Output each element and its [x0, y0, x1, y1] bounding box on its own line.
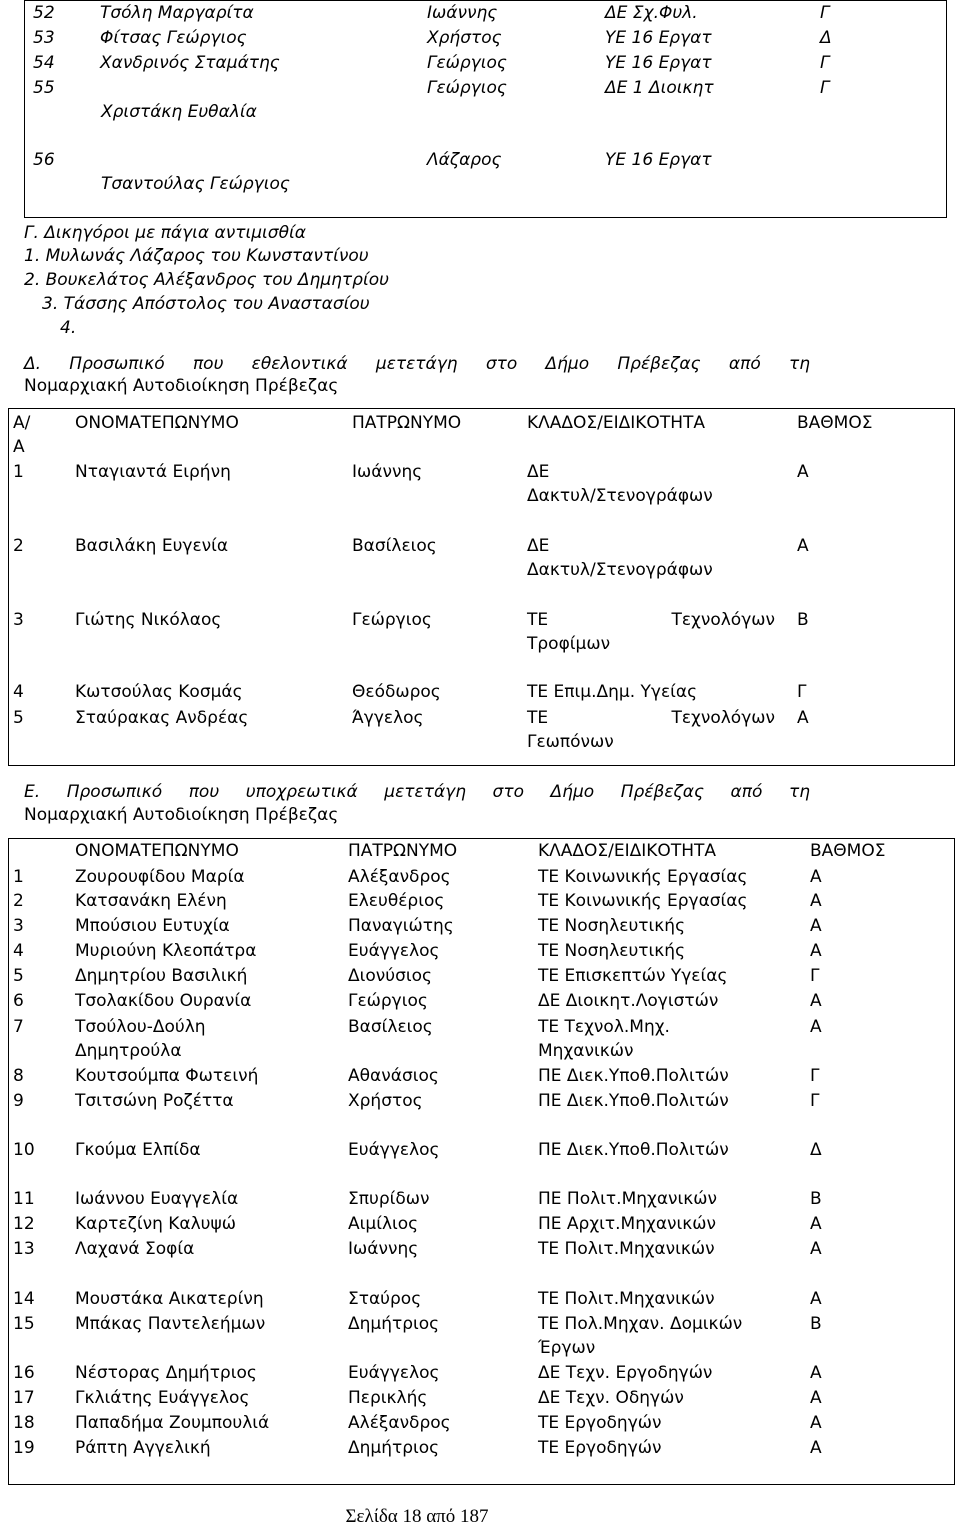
specialty: ΔΕ: [527, 536, 550, 556]
list-item: 4.: [60, 318, 77, 338]
specialty: ΠΕ Διεκ.Υποθ.Πολιτών: [538, 1091, 729, 1111]
row-number: 4: [13, 682, 24, 702]
table-row: [0, 76, 960, 124]
full-name: Τσαντούλας Γεώργιος: [101, 174, 290, 194]
full-name: Νέστορας Δημήτριος: [75, 1363, 257, 1383]
table-row: [0, 460, 960, 508]
father-name: Ευάγγελος: [348, 941, 440, 961]
specialty: ΔΕ: [527, 462, 550, 482]
section-e-heading: Ε. Προσωπικό που υποχρεωτικά μετετάγη στο Δήμο Πρέβεζας από τη: [24, 782, 810, 802]
father-name: Λάζαρος: [427, 150, 502, 170]
grade: Δ: [820, 28, 832, 48]
specialty: ΤΕ Νοσηλευτικής: [538, 941, 686, 961]
grade: Γ: [810, 1091, 820, 1111]
specialty: ΤΕ Πολ.Μηχαν. Δομικών: [538, 1314, 743, 1334]
table-row: [0, 1411, 960, 1435]
specialty: ΤΕ Τεχνολ.Μηχ.: [538, 1017, 670, 1037]
grade: Α: [810, 991, 822, 1011]
full-name-cont: Δημητρούλα: [75, 1041, 182, 1061]
grade: Α: [797, 708, 809, 728]
column-header-grade: ΒΑΘΜΟΣ: [810, 841, 886, 861]
full-name: Βασιλάκη Ευγενία: [75, 536, 229, 556]
row-number: 10: [13, 1140, 35, 1160]
specialty: ΤΕ Επισκεπτών Υγείας: [538, 966, 728, 986]
grade: Α: [810, 1214, 822, 1234]
full-name: Ιωάννου Ευαγγελία: [75, 1189, 239, 1209]
specialty: ΥΕ 16 Εργατ: [605, 150, 712, 170]
row-number: 56: [33, 150, 55, 170]
specialty: ΤΕ Τεχνολόγων: [527, 610, 775, 630]
row-number: 18: [13, 1413, 35, 1433]
table-row: [0, 680, 960, 704]
father-name: Σπυρίδων: [348, 1189, 430, 1209]
row-number: 52: [33, 3, 55, 23]
specialty: ΠΕ Διεκ.Υποθ.Πολιτών: [538, 1140, 729, 1160]
table-row: [0, 26, 960, 50]
specialty: ΠΕ Διεκ.Υποθ.Πολιτών: [538, 1066, 729, 1086]
table-row: [0, 1015, 960, 1063]
grade: Γ: [820, 78, 830, 98]
full-name: Ράπτη Αγγελική: [75, 1438, 211, 1458]
specialty: ΔΕ Διοικητ.Λογιστών: [538, 991, 719, 1011]
section-e-heading-cont: Νομαρχιακή Αυτοδιοίκηση Πρέβεζας: [24, 805, 339, 825]
row-number: 19: [13, 1438, 35, 1458]
full-name: Μπάκας Παντελεήμων: [75, 1314, 266, 1334]
grade: Γ: [820, 3, 830, 23]
grade: Α: [797, 462, 809, 482]
father-name: Ιωάννης: [427, 3, 498, 23]
specialty-cont: Δακτυλ/Στενογράφων: [527, 486, 713, 506]
table-row: [0, 1312, 960, 1360]
full-name: Φίτσας Γεώργιος: [100, 28, 247, 48]
grade: Γ: [810, 966, 820, 986]
full-name: Μουστάκα Αικατερίνη: [75, 1289, 264, 1309]
father-name: Αθανάσιος: [348, 1066, 439, 1086]
grade: Α: [810, 916, 822, 936]
specialty-cont: Δακτυλ/Στενογράφων: [527, 560, 713, 580]
list-item: 2. Βουκελάτος Αλέξανδρος του Δημητρίου: [24, 270, 389, 290]
row-number: 16: [13, 1363, 35, 1383]
column-header-aa: Α/: [13, 413, 31, 433]
column-header-name: ΟΝΟΜΑΤΕΠΩΝΥΜΟ: [75, 841, 239, 861]
section-d-heading-cont: Νομαρχιακή Αυτοδιοίκηση Πρέβεζας: [24, 376, 339, 396]
full-name: Δημητρίου Βασιλική: [75, 966, 248, 986]
specialty: ΤΕ Κοινωνικής Εργασίας: [538, 867, 748, 887]
table-row: [0, 608, 960, 656]
specialty: ΔΕ Σχ.Φυλ.: [605, 3, 698, 23]
row-number: 4: [13, 941, 24, 961]
father-name: Αιμίλιος: [348, 1214, 419, 1234]
specialty: ΤΕ Τεχνολόγων: [527, 708, 775, 728]
grade: Α: [810, 1413, 822, 1433]
grade: Δ: [810, 1140, 822, 1160]
specialty: ΤΕ Νοσηλευτικής: [538, 916, 686, 936]
row-number: 55: [33, 78, 55, 98]
row-number: 13: [13, 1239, 35, 1259]
full-name: Τσιτσώνη Ροζέττα: [75, 1091, 234, 1111]
section-g-title: Γ. Δικηγόροι με πάγια αντιμισθία: [24, 223, 306, 243]
column-header-father: ΠΑΤΡΩΝΥΜΟ: [352, 413, 462, 433]
grade: Α: [810, 1363, 822, 1383]
father-name: Άγγελος: [352, 708, 424, 728]
column-header-grade: ΒΑΘΜΟΣ: [797, 413, 873, 433]
table-row: [0, 706, 960, 754]
full-name: Ζουρουφίδου Μαρία: [75, 867, 245, 887]
specialty: ΠΕ Αρχιτ.Μηχανικών: [538, 1214, 717, 1234]
father-name: Αλέξανδρος: [348, 1413, 451, 1433]
full-name: Κατσανάκη Ελένη: [75, 891, 227, 911]
row-number: 8: [13, 1066, 24, 1086]
grade: Β: [797, 610, 809, 630]
row-number: 11: [13, 1189, 35, 1209]
father-name: Θεόδωρος: [352, 682, 441, 702]
father-name: Ιωάννης: [352, 462, 423, 482]
grade: Α: [810, 1388, 822, 1408]
table-header-row: [0, 411, 960, 459]
grade: Γ: [797, 682, 807, 702]
father-name: Χρήστος: [348, 1091, 423, 1111]
full-name: Τσόλη Μαργαρίτα: [100, 3, 254, 23]
specialty-cont: Έργων: [538, 1338, 596, 1358]
column-header-name: ΟΝΟΜΑΤΕΠΩΝΥΜΟ: [75, 413, 239, 433]
father-name: Χρήστος: [427, 28, 502, 48]
table-row: [0, 1, 960, 25]
table-row: [0, 51, 960, 75]
specialty: ΔΕ Τεχν. Οδηγών: [538, 1388, 684, 1408]
row-number: 2: [13, 536, 24, 556]
full-name: Χριστάκη Ευθαλία: [101, 102, 257, 122]
table-row: [0, 964, 960, 988]
row-number: 12: [13, 1214, 35, 1234]
row-number: 14: [13, 1289, 35, 1309]
table-row: [0, 148, 960, 196]
specialty: ΤΕ Πολιτ.Μηχανικών: [538, 1239, 715, 1259]
column-header-specialty: ΚΛΑΔΟΣ/ΕΙΔΙΚΟΤΗΤΑ: [527, 413, 705, 433]
grade: Α: [797, 536, 809, 556]
grade: Β: [810, 1314, 822, 1334]
table-row: [0, 1361, 960, 1385]
father-name: Ιωάννης: [348, 1239, 419, 1259]
row-number: 3: [13, 610, 24, 630]
table-row: [0, 1212, 960, 1236]
grade: Γ: [810, 1066, 820, 1086]
grade: Α: [810, 1239, 822, 1259]
father-name: Ευάγγελος: [348, 1363, 440, 1383]
full-name: Γκλιάτης Ευάγγελος: [75, 1388, 250, 1408]
table-row: [0, 1138, 960, 1162]
specialty: ΤΕ Κοινωνικής Εργασίας: [538, 891, 748, 911]
father-name: Γεώργιος: [427, 53, 507, 73]
father-name: Διονύσιος: [348, 966, 433, 986]
full-name: Κουτσούμπα Φωτεινή: [75, 1066, 259, 1086]
father-name: Αλέξανδρος: [348, 867, 451, 887]
father-name: Δημήτριος: [348, 1438, 440, 1458]
table-row: [0, 989, 960, 1013]
row-number: 6: [13, 991, 24, 1011]
specialty: ΔΕ Τεχν. Εργοδηγών: [538, 1363, 713, 1383]
father-name: Παναγιώτης: [348, 916, 454, 936]
table-row: [0, 1187, 960, 1211]
specialty-cont: Γεωπόνων: [527, 732, 614, 752]
table-row: [0, 939, 960, 963]
row-number: 5: [13, 708, 24, 728]
row-number: 1: [13, 462, 24, 482]
full-name: Τσούλου-Δούλη: [75, 1017, 206, 1037]
full-name: Λαχανά Σοφία: [75, 1239, 195, 1259]
specialty: ΤΕ Εργοδηγών: [538, 1438, 662, 1458]
full-name: Κωτσούλας Κοσμάς: [75, 682, 243, 702]
specialty: ΔΕ 1 Διοικητ: [605, 78, 714, 98]
row-number: 2: [13, 891, 24, 911]
page-number-footer: Σελίδα 18 από 187: [345, 1506, 489, 1527]
section-d-heading: Δ. Προσωπικό που εθελοντικά μετετάγη στο Δήμο Πρέβεζας από τη: [24, 354, 810, 374]
row-number: 54: [33, 53, 55, 73]
grade: Γ: [820, 53, 830, 73]
column-header-father: ΠΑΤΡΩΝΥΜΟ: [348, 841, 458, 861]
specialty: ΤΕ Πολιτ.Μηχανικών: [538, 1289, 715, 1309]
grade: Α: [810, 1017, 822, 1037]
column-header-specialty: ΚΛΑΔΟΣ/ΕΙΔΙΚΟΤΗΤΑ: [538, 841, 716, 861]
father-name: Ευάγγελος: [348, 1140, 440, 1160]
full-name: Μυριούνη Κλεοπάτρα: [75, 941, 257, 961]
table-header-row: [0, 839, 960, 863]
full-name: Παπαδήμα Ζουμπουλιά: [75, 1413, 270, 1433]
specialty: ΤΕ Επιμ.Δημ. Υγείας: [527, 682, 698, 702]
father-name: Γεώργιος: [348, 991, 428, 1011]
row-number: 15: [13, 1314, 35, 1334]
list-item: 1. Μυλωνάς Λάζαρος του Κωνσταντίνου: [24, 246, 369, 266]
father-name: Γεώργιος: [352, 610, 432, 630]
table-row: [0, 889, 960, 913]
row-number: 7: [13, 1017, 24, 1037]
table-row: [0, 1386, 960, 1410]
table-row: [0, 1064, 960, 1088]
specialty: ΤΕ Εργοδηγών: [538, 1413, 662, 1433]
full-name: Χανδρινός Σταμάτης: [100, 53, 280, 73]
grade: Α: [810, 1289, 822, 1309]
table-row: [0, 1287, 960, 1311]
list-item: 3. Τάσσης Απόστολος του Αναστασίου: [42, 294, 370, 314]
full-name: Γιώτης Νικόλαος: [75, 610, 222, 630]
full-name: Καρτεζίνη Καλυψώ: [75, 1214, 236, 1234]
father-name: Βασίλειος: [352, 536, 437, 556]
column-header-aa-cont: Α: [13, 437, 25, 457]
row-number: 1: [13, 867, 24, 887]
grade: Α: [810, 1438, 822, 1458]
table-row: [0, 1089, 960, 1113]
specialty: ΠΕ Πολιτ.Μηχανικών: [538, 1189, 718, 1209]
full-name: Μπούσιου Ευτυχία: [75, 916, 230, 936]
grade: Α: [810, 867, 822, 887]
specialty: ΥΕ 16 Εργατ: [605, 53, 712, 73]
row-number: 53: [33, 28, 55, 48]
full-name: Νταγιαντά Ειρήνη: [75, 462, 231, 482]
table-row: [0, 1237, 960, 1261]
row-number: 17: [13, 1388, 35, 1408]
row-number: 9: [13, 1091, 24, 1111]
father-name: Περικλής: [348, 1388, 428, 1408]
row-number: 3: [13, 916, 24, 936]
table-row: [0, 865, 960, 889]
grade: Α: [810, 941, 822, 961]
father-name: Σταύρος: [348, 1289, 422, 1309]
grade: Α: [810, 891, 822, 911]
father-name: Ελευθέριος: [348, 891, 445, 911]
specialty-cont: Μηχανικών: [538, 1041, 634, 1061]
full-name: Σταύρακας Ανδρέας: [75, 708, 249, 728]
specialty: ΥΕ 16 Εργατ: [605, 28, 712, 48]
father-name: Βασίλειος: [348, 1017, 433, 1037]
row-number: 5: [13, 966, 24, 986]
father-name: Δημήτριος: [348, 1314, 440, 1334]
table-row: [0, 1436, 960, 1460]
specialty-cont: Τροφίμων: [527, 634, 611, 654]
full-name: Γκούμα Ελπίδα: [75, 1140, 201, 1160]
table-row: [0, 914, 960, 938]
grade: Β: [810, 1189, 822, 1209]
full-name: Τσολακίδου Ουρανία: [75, 991, 252, 1011]
table-row: [0, 534, 960, 582]
father-name: Γεώργιος: [427, 78, 507, 98]
